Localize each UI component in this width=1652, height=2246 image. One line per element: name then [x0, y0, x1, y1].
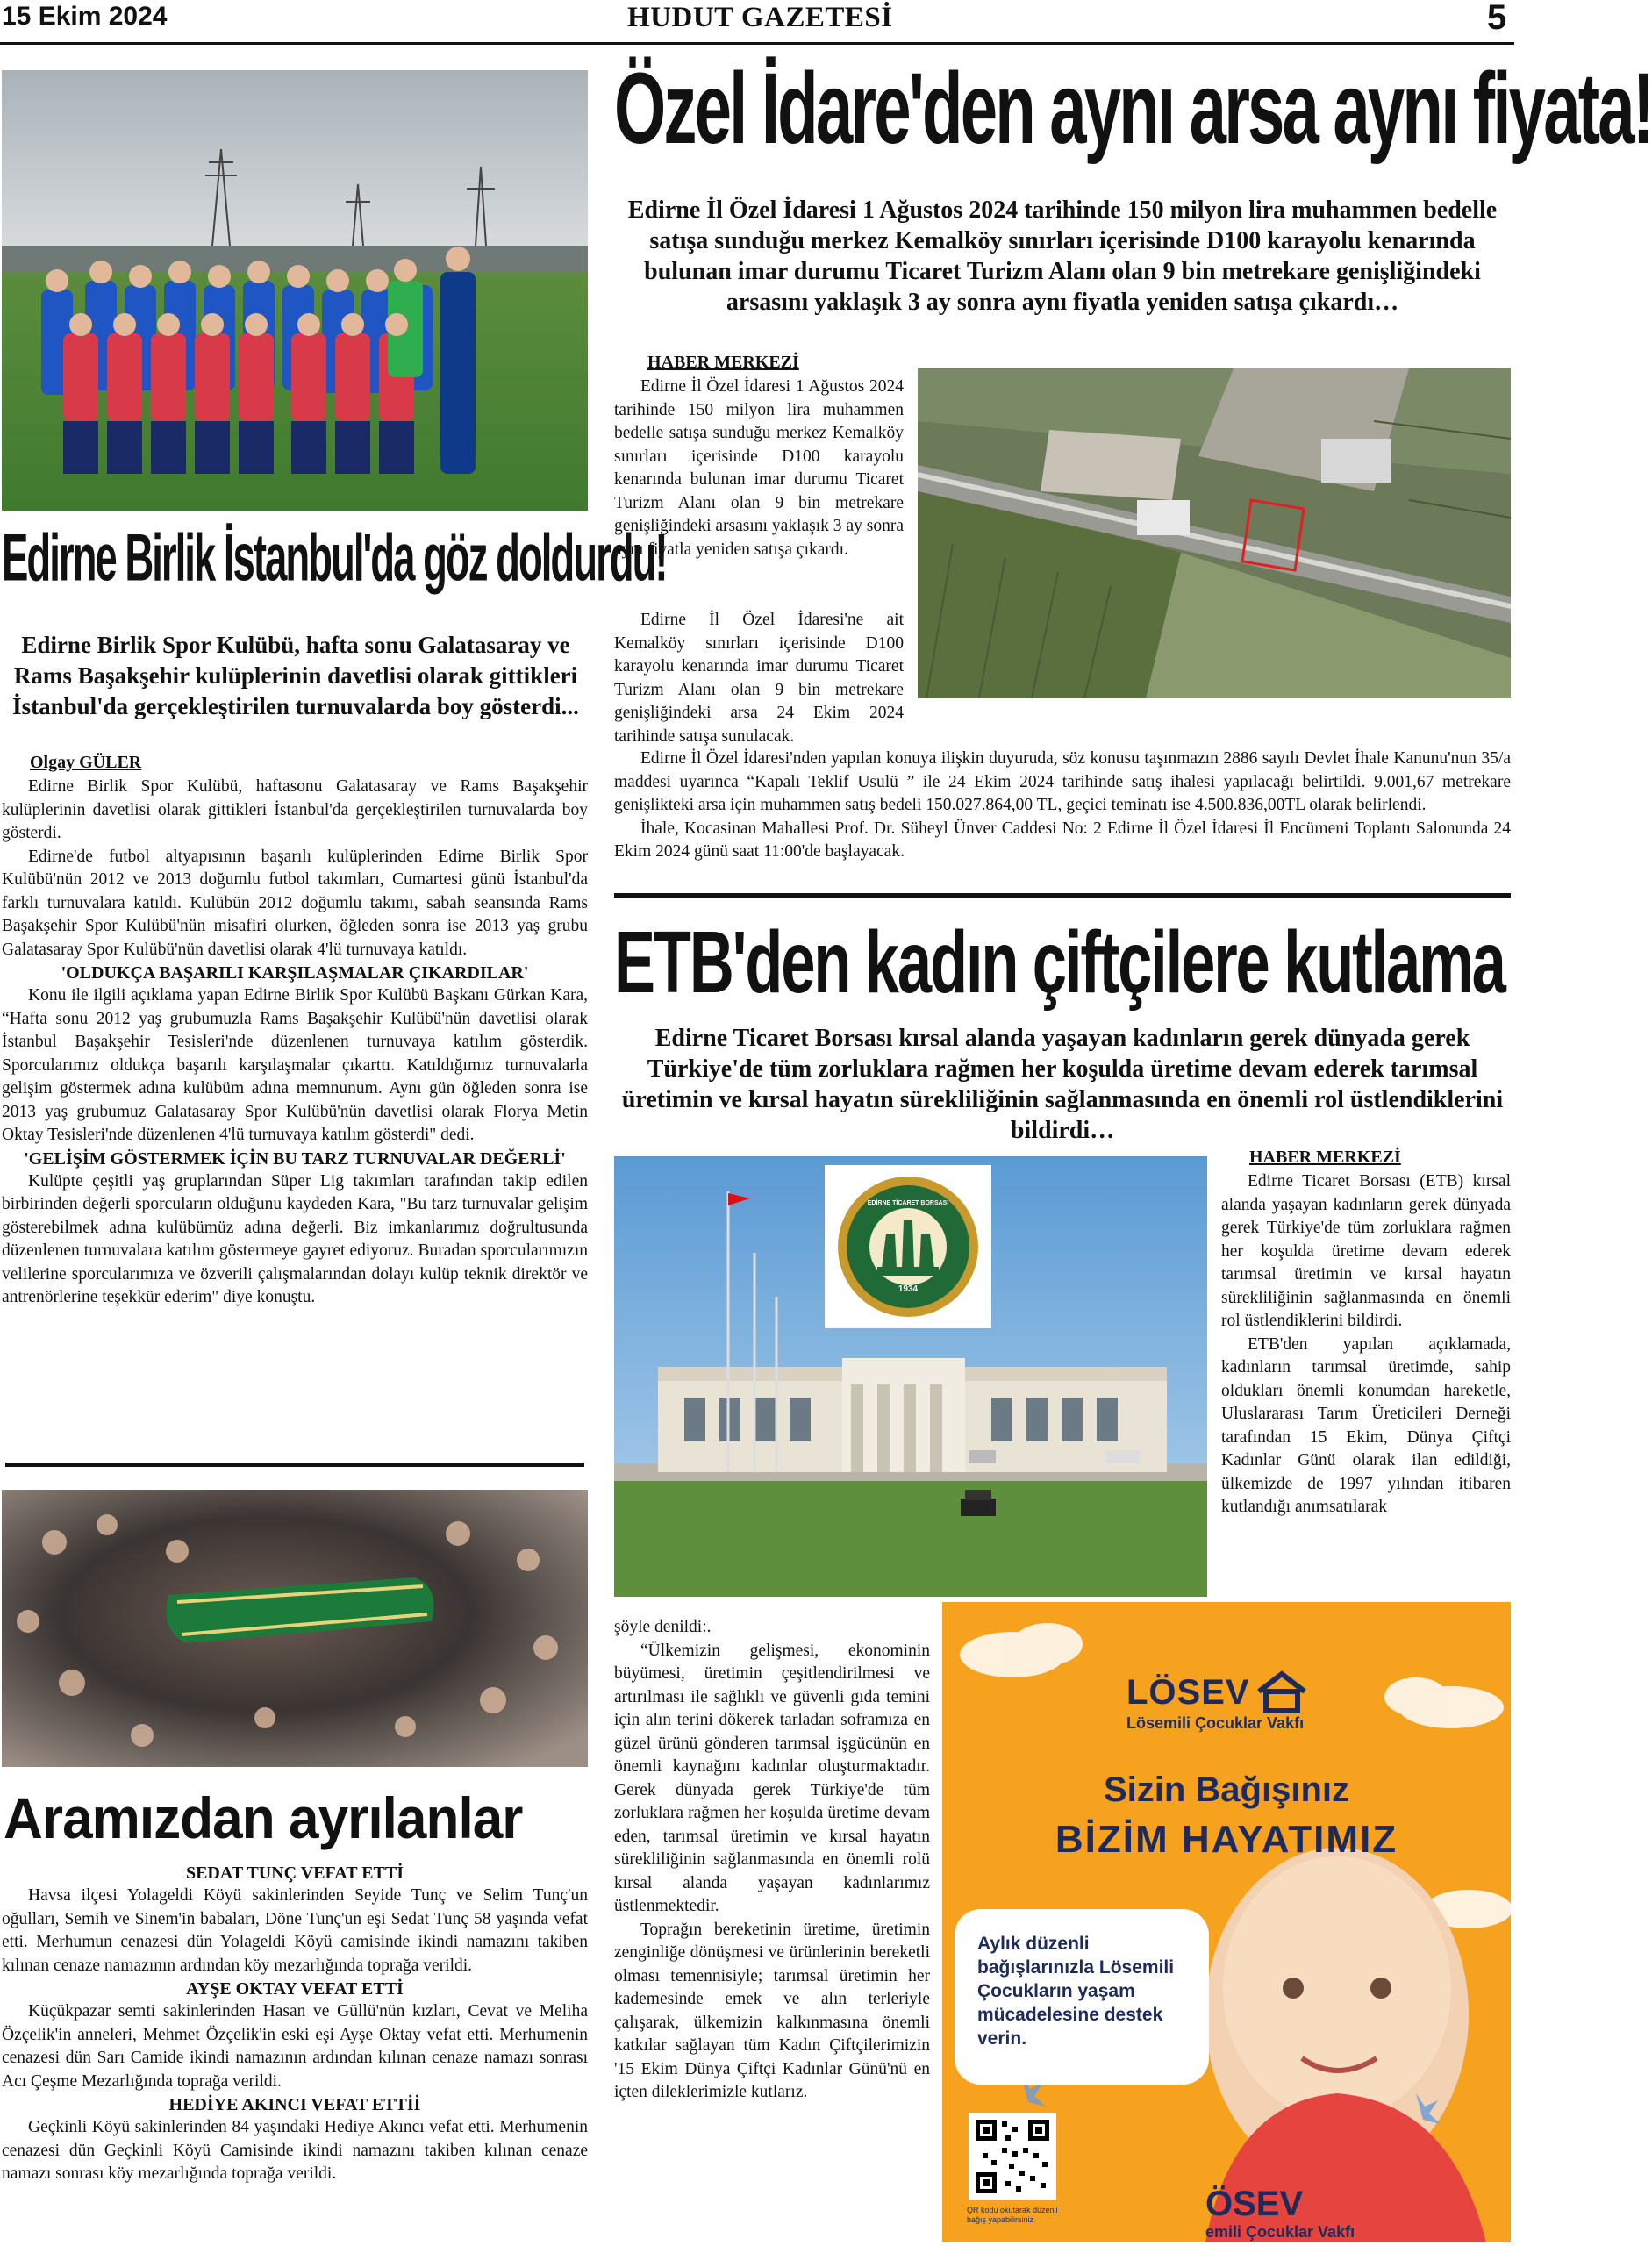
birlik-paragraph: Edirne Birlik Spor Kulübü, haftasonu Galatasaray ve Rams Başakşehir kulüplerinin davetlisi olarak gittikleri İstanbul'da gerçekleştirilen turnuvalarda boy gösterdi.: [2, 777, 588, 842]
losev-qr-code[interactable]: [969, 2113, 1056, 2200]
losev-brand: LÖSEV: [1126, 1673, 1250, 1712]
birlik-paragraph: Edirne'de futbol altyapısının başarılı kulüplerinden Edirne Birlik Spor Kulübü'nün 2012 ve 2013 doğumlu futbol takımları, Cumartesi günü İstanbul'da farklı turnuvalara katıldı. Kulübün 2012 doğumlu takımı, sabah seansında Rams Başakşehir Spor Kulübü'nün misafiri olurken, öğleden sonra ise 2013 yaş grubu Galatasaray Spor Kulübü'nün davetlisi olarak 4'lü turnuvaya katıldı.: [2, 847, 588, 959]
birlik-paragraph: Konu ile ilgili açıklama yapan Edirne Birlik Spor Kulübü Başkanı Gürkan Kara, “Hafta sonu 2012 yaş grubumuzla Rams Başakşehir Kulübü'nün davetlisi olarak İstanbul Başakşehir Tesisleri'nde düzenlenen turnuvaya katılım gösterdik. Sporcularımız oldukça başarılı karşılaşmalar çıkarttı. Katıldığımız turnuvalarla gelişim göstermek adına kulübüm adına memnunum. Aynı gün öğleden sonra ise 2013 yaş grubumuz Galatasaray Spor Kulübü'nün davetlisi olarak Florya Metin Oktay Tesisleri'nde düzenlenen 4'lü turnuvaya katılım gösterdi" dedi.: [2, 986, 588, 1144]
etb-paragraph: ETB'den yapılan açıklamada, kadınların tarımsal üretimde, sahip oldukları önemli konumdan hareketle, Uluslararası Tarım Üreticileri Derneği tarafından 15 Ekim, Dünya Çiftçi Kadınlar Günü olarak ilan edildiği, ülkemizde de 1997 yılından itibaren kutlandığı anımsatılarak: [1221, 1334, 1511, 1516]
left-column-divider: [5, 1463, 584, 1467]
aerial-photo-illustration: [918, 368, 1511, 698]
birlik-subheading: 'OLDUKÇA BAŞARILI KARŞILAŞMALAR ÇIKARDILAR': [61, 963, 529, 983]
losev-slogan-1: Sizin Bağışınız: [1103, 1770, 1350, 1809]
losev-brand-subtitle: Lösemili Çocuklar Vakfı: [1126, 1714, 1305, 1732]
losev-qr-caption: QR kodu okutarak düzenli bağış yapabilirsiniz: [967, 2206, 1058, 2224]
ozel-idare-body-full: [614, 747, 1511, 864]
obituary-text: Havsa ilçesi Yolageldi Köyü sakinlerinden Seyide Tunç ve Selim Tunç'un oğulları, Semih ve Sinem'in babaları, Döne Tunç'un eşi Sedat Tunç 58 yaşında vefat etti. Merhumun cenazesi dün Yolageldi Köyü camisinde ikindi namazını takiben kılınan cenaze namazının ardından köy mezarlığında toprağa verildi.: [2, 1886, 588, 1975]
house-icon: [1255, 1670, 1308, 1713]
birlik-article-body: [2, 776, 588, 1310]
birlik-headline: Edirne Birlik İstanbul'da göz doldurdu!: [2, 520, 667, 596]
etb-logo-year: 1934: [898, 1284, 919, 1294]
etb-headline: ETB'den kadın çiftçilere kutlama: [614, 913, 1505, 1012]
obituary-text: Küçükpazar semti sakinlerinden Hasan ve Güllü'nün kızları, Cevat ve Meliha Özçelik'in anneleri, Mehmet Özçelik'in eski eşi Ayşe Oktay vefat etti. Merhumenin cenazesi dün Sarı Camide ikindi namazının ardından kılınan cenaze namazı sonrası Acı Çeşme Mezarlığında toprağa verildi.: [2, 2002, 588, 2091]
losev-shirt-logo: ÖSEV: [1205, 2185, 1304, 2223]
losev-bubble-text: Aylık düzenli bağışlarınızla Lösemili Çocukların yaşam mücadelesine destek verin.: [977, 1934, 1175, 2049]
birlik-paragraph: Kulüpte çeşitli yaş gruplarından Süper Lig takımları tarafından takip edilen birbirinden değerli sporcuların olduğunu kaydeden Kara, "Bu tarz turnuvalar gelişim gösterebilmek adına kulübümüz adına değerli. Biz imkanlarımız doğrultusunda düzenlenen turnuvalara katılım göstermeye gayret ediyoruz. Buradan sporcularımızın velilerine sporcularımıza ve özverili çalışmalarından dolayı kulüp teknik direktör ve antrenörlerine teşekkür ederim" diye konuştu.: [2, 1171, 588, 1306]
header-rule: [0, 42, 1514, 45]
etb-paragraph: Toprağın bereketinin üretime, üretimin zenginliğe dönüşmesi ve ürünlerinin bereketli olması temennisiyle; tarımsal üretimin her kademesinde emek ve alın terleriyle çalışarak, ülkemizin kalkınmasına önemli katkılar sağlayan tüm Kadın Çiftçilerimizin '15 Ekim Dünya Çiftçi Kadınlar Günü'nü en içten dileklerimizle kutlarız.: [614, 1920, 930, 2101]
ozel-idare-paragraph: Edirne İl Özel İdaresi'ne ait Kemalköy sınırları içerisinde D100 karayolu kenarında imar durumu Ticaret Turizm Alanı olan 9 bin metrekare genişliğindeki arsa 24 Ekim 2024 tarihinde satışa sunulacak.: [614, 611, 904, 746]
obituary-title: HEDİYE AKINCI VEFAT ETTİİ: [168, 2095, 421, 2114]
ozel-idare-body-wrapped: [614, 376, 904, 562]
etb-logo-caption: [825, 1200, 991, 1206]
football-team-photo: [2, 70, 588, 511]
losev-logo: [1126, 1670, 1337, 1713]
aerial-land-photo: [918, 368, 1511, 698]
losev-slogan-2: BİZİM HAYATIMIZ: [1055, 1818, 1398, 1861]
obituary-title: AYŞE OKTAY VEFAT ETTİ: [186, 1979, 404, 1999]
etb-body-bottom: [614, 1616, 930, 2105]
losev-speech-bubble: [955, 1909, 1209, 2085]
birlik-lead: Edirne Birlik Spor Kulübü, hafta sonu Galatasaray ve Rams Başakşehir kulüplerinin davetlisi olarak gittikleri İstanbul'da gerçekleştirilen turnuvalarda boy gösterdi...: [12, 632, 579, 719]
page-number: 5: [1487, 0, 1507, 37]
etb-paragraph: “Ülkemizin gelişmesi, ekonominin büyümesi, üretimin çeşitlendirilmesi ve artırılması ile sağlıklı ve güvenli gıda temini için alın terini dökerek tarladan soframıza en güzel ürünü gönderen tarımsal işgücünün en önemli kaynağını kadınlar oluşturmaktadır. Gerek dünyada gerek Türkiye'de tüm zorluklara rağmen her koşulda üretime devam eden, tarımsal üretimin ve kırsal hayatın sürekliliğinin sağlanmasında en önemli rolü kırsal alanda yaşayan kadınlarımız üstlenmektedir.: [614, 1641, 930, 1915]
birlik-subheading: 'GELİŞİM GÖSTERMEK İÇİN BU TARZ TURNUVALAR DEĞERLİ': [24, 1148, 566, 1169]
newspaper-name: HUDUT GAZETESİ: [627, 2, 893, 33]
etb-logo-text: EDİRNE TİCARET BORSASI: [867, 1200, 949, 1206]
qr-code-icon: [974, 2118, 1051, 2195]
obituary-title: SEDAT TUNÇ VEFAT ETTİ: [185, 1863, 404, 1883]
birlik-byline: Olgay GÜLER: [30, 753, 142, 772]
ozel-idare-paragraph: İhale, Kocasinan Mahallesi Prof. Dr. Süheyl Ünver Caddesi No: 2 Edirne İl Özel İdaresi İl Encümeni Toplantı Salonunda 24 Ekim 2024 günü saat 11:00'de başlayacak.: [614, 819, 1511, 861]
etb-paragraph: şöyle denildi:.: [614, 1618, 712, 1636]
etb-body-side: [1221, 1170, 1511, 1520]
right-column-divider: [614, 893, 1511, 898]
etb-logo: [825, 1165, 991, 1328]
ozel-idare-body-wrapped-2: [614, 609, 904, 748]
obituary-text: Geçkinli Köyü sakinlerinden 84 yaşındaki Hediye Akıncı vefat etti. Merhumenin cenazesi dün Geçkinli Köyü Camisinde ikindi namazını takiben kılınan cenaze namazı sonrası köy mezarlığında toprağa verildi.: [2, 2118, 588, 2183]
etb-paragraph: Edirne Ticaret Borsası (ETB) kırsal alanda yaşayan kadınların gerek dünyada gerek Türkiye'de tüm zorluklara rağmen her koşulda üretime devam ederek tarımsal üretimin ve kırsal hayatın sürekliliğinin sağlanmasında en önemli rol üstlendiklerini bildirdi.: [1221, 1172, 1511, 1330]
ozel-idare-lead: Edirne İl Özel İdaresi 1 Ağustos 2024 tarihinde 150 milyon lira muhammen bedelle satışa sunduğu merkez Kemalköy sınırları içerisinde D100 karayolu kenarında bulunan imar durumu Ticaret Turizm Alanı olan 9 bin metrekare genişliğindeki arsasını yaklaşık 3 ay sonra aynı fiyatla yeniden satışa çıkardı…: [627, 197, 1498, 316]
ozel-idare-byline: HABER MERKEZİ: [647, 353, 799, 372]
team-photo-illustration: [2, 70, 588, 511]
etb-logo-emblem: [833, 1172, 983, 1321]
obituaries-headline: Aramızdan ayrılanlar: [4, 1785, 523, 1850]
etb-lead: Edirne Ticaret Borsası kırsal alanda yaşayan kadınların gerek dünyada gerek Türkiye'de tüm zorluklara rağmen her koşulda üretime devam ederek tarımsal üretimin ve kırsal hayatın sürekliliğinin sağlanmasında en önemli rol üstlendiklerini bildirdi…: [621, 1025, 1504, 1144]
ozel-idare-headline: Özel İdare'den aynı arsa aynı fiyata!: [614, 51, 1652, 165]
ozel-idare-paragraph: Edirne İl Özel İdaresi 1 Ağustos 2024 tarihinde 150 milyon lira muhammen bedelle satışa sunduğu merkez Kemalköy sınırları içerisinde D100 karayolu kenarında bulunan imar durumu Ticaret Turizm Alanı olan 9 bin metrekare genişliğindeki arsasını yaklaşık 3 ay sonra aynı fiyatla yeniden satışa çıkardı.: [614, 377, 904, 559]
funeral-photo: [2, 1490, 588, 1767]
issue-date: 15 Ekim 2024: [2, 2, 168, 31]
losev-advertisement[interactable]: [942, 1602, 1511, 2242]
etb-byline: HABER MERKEZİ: [1249, 1148, 1401, 1167]
obituaries-list: [2, 1862, 588, 2186]
losev-shirt-subtitle: emili Çocuklar Vakfı: [1205, 2223, 1355, 2241]
funeral-photo-illustration: [2, 1490, 588, 1767]
ozel-idare-paragraph: Edirne İl Özel İdaresi'nden yapılan konuya ilişkin duyuruda, söz konusu taşınmazın 2886 sayılı Devlet İhale Kanunu'nun 35/a maddesi uyarınca “Kapalı Teklif Usulü ” ile 24 Ekim 2024 tarihinde satış ihalesi yapılacağı belirtildi. 9.001,67 metrekare genişlikteki arsa için muhammen satış bedeli 150.027.864,00 TL, geçici teminatı ise 4.500.836,00TL olarak belirlendi.: [614, 749, 1511, 814]
